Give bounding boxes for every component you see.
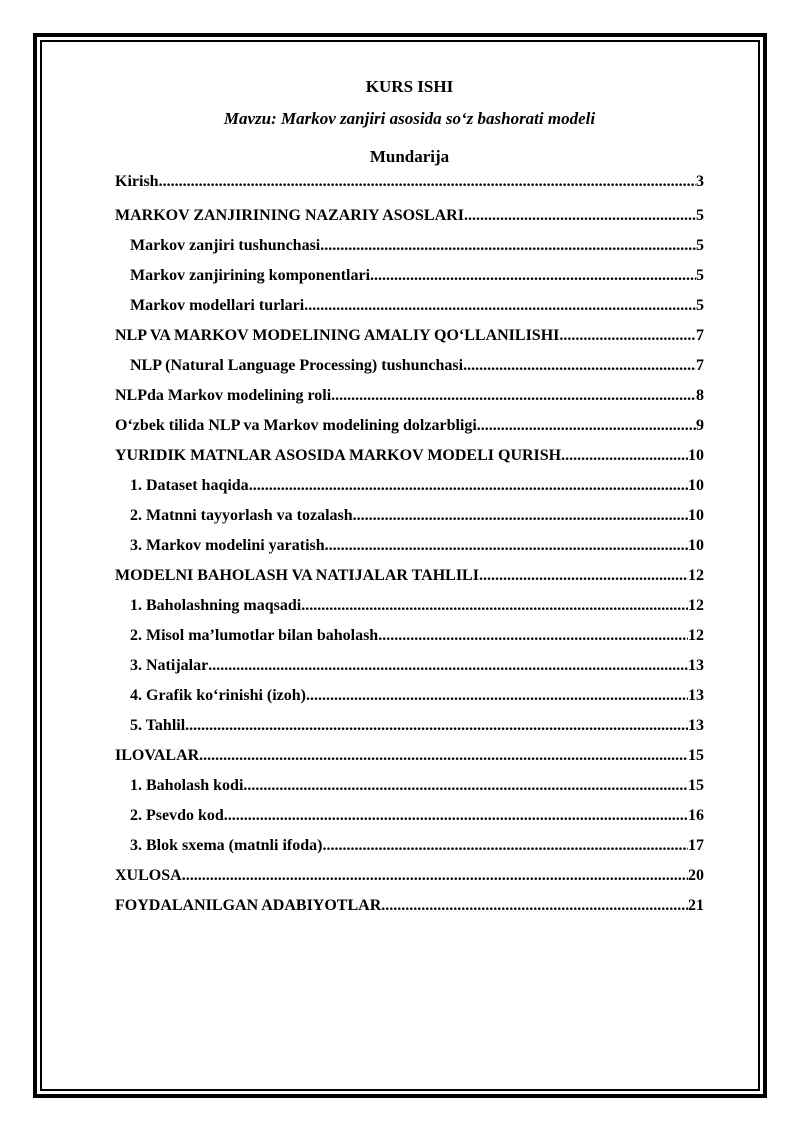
- toc-entry-label: Markov zanjirining komponentlari: [130, 267, 371, 284]
- toc-entry[interactable]: [115, 471, 704, 501]
- toc-entry-page-number: 10: [688, 477, 704, 494]
- toc-entry-label: Kirish: [115, 173, 159, 190]
- toc-entry-page-number: 10: [688, 507, 704, 524]
- toc-entry-page-number: 12: [688, 567, 704, 584]
- toc-dot-leader: [464, 201, 696, 231]
- toc-entry[interactable]: [115, 561, 704, 591]
- toc-entry-label: NLP VA MARKOV MODELINING AMALIY QO‘LLANILISHI: [115, 327, 560, 344]
- document-subject: Mavzu: Markov zanjiri asosida so‘z bashorati modeli: [223, 109, 596, 128]
- toc-entry-label: 3. Blok sxema (matnli ifoda): [130, 837, 323, 854]
- toc-entry[interactable]: [115, 801, 704, 831]
- toc-dot-leader: [559, 321, 696, 351]
- toc-entry[interactable]: [115, 831, 704, 861]
- toc-entry-label: ILOVALAR: [115, 747, 200, 764]
- toc-dot-leader: [479, 561, 688, 591]
- document-title: KURS ISHI: [365, 77, 454, 96]
- toc-dot-leader: [381, 891, 688, 921]
- toc-dot-leader: [182, 861, 688, 891]
- toc-entry-label: NLPda Markov modelining roli: [115, 387, 332, 404]
- toc-entry-label: Markov modellari turlari: [130, 297, 305, 314]
- toc-entry-page-number: 10: [688, 537, 704, 554]
- toc-dot-leader: [301, 591, 688, 621]
- toc-dot-leader: [208, 651, 688, 681]
- toc-entry[interactable]: [115, 621, 704, 651]
- toc-entry[interactable]: [115, 651, 704, 681]
- toc-entry-label: 3. Natijalar: [130, 657, 209, 674]
- toc-entry[interactable]: [115, 171, 704, 193]
- toc-dot-leader: [331, 381, 696, 411]
- toc-entry-page-number: 15: [688, 747, 704, 764]
- toc-entry[interactable]: [115, 591, 704, 621]
- toc-entry-page-number: 13: [688, 687, 704, 704]
- toc-entry[interactable]: [115, 321, 704, 351]
- toc-entry[interactable]: [115, 861, 704, 891]
- toc-dot-leader: [249, 471, 688, 501]
- toc-entry-label: MODELNI BAHOLASH VA NATIJALAR TAHLILI: [115, 567, 479, 584]
- toc-entry-page-number: 5: [696, 207, 704, 224]
- toc-entry[interactable]: [115, 891, 704, 921]
- toc-entry-label: 3. Markov modelini yaratish: [130, 537, 325, 554]
- toc-entry-page-number: 10: [688, 447, 704, 464]
- toc-entry-label: 5. Tahlil: [130, 717, 186, 734]
- toc-entry-label: 1. Baholashning maqsadi: [130, 597, 302, 614]
- toc-entry-page-number: 7: [696, 327, 704, 344]
- toc-entry-label: 2. Matnni tayyorlash va tozalash: [130, 507, 353, 524]
- toc-entry-label: 1. Dataset haqida: [130, 477, 249, 494]
- toc-entry-label: FOYDALANILGAN ADABIYOTLAR: [115, 897, 382, 914]
- toc-entry-page-number: 12: [688, 627, 704, 644]
- toc-dot-leader: [224, 801, 688, 831]
- toc-dot-leader: [322, 831, 688, 861]
- toc-entry-page-number: 17: [688, 837, 704, 854]
- toc-entry-page-number: 3: [696, 173, 704, 190]
- toc-entry-label: MARKOV ZANJIRINING NAZARIY ASOSLARI: [115, 207, 464, 224]
- toc-entry[interactable]: [115, 381, 704, 411]
- toc-dot-leader: [185, 711, 688, 741]
- toc-dot-leader: [353, 501, 688, 531]
- toc-entry-page-number: 7: [696, 357, 704, 374]
- toc-entry-page-number: 5: [696, 237, 704, 254]
- table-of-contents: [115, 171, 704, 921]
- toc-entry[interactable]: [115, 201, 704, 231]
- toc-entry-page-number: 21: [688, 897, 704, 914]
- toc-dot-leader: [370, 261, 696, 291]
- toc-entry[interactable]: [115, 771, 704, 801]
- page-content: [115, 72, 704, 921]
- toc-entry-page-number: 20: [688, 867, 704, 884]
- toc-entry-page-number: 13: [688, 717, 704, 734]
- toc-entry[interactable]: [115, 351, 704, 381]
- toc-dot-leader: [378, 621, 688, 651]
- toc-dot-leader: [320, 231, 696, 261]
- toc-entry-page-number: 16: [688, 807, 704, 824]
- toc-entry-label: 4. Grafik ko‘rinishi (izoh): [130, 687, 307, 704]
- toc-entry[interactable]: [115, 291, 704, 321]
- toc-entry[interactable]: [115, 681, 704, 711]
- toc-dot-leader: [477, 411, 696, 441]
- toc-entry-page-number: 13: [688, 657, 704, 674]
- toc-entry-label: NLP (Natural Language Processing) tushunchasi: [130, 357, 464, 374]
- toc-entry-page-number: 15: [688, 777, 704, 794]
- toc-entry-page-number: 9: [696, 417, 704, 434]
- toc-entry-label: Markov zanjiri tushunchasi: [130, 237, 321, 254]
- toc-entry-label: 1. Baholash kodi: [130, 777, 244, 794]
- toc-dot-leader: [325, 531, 688, 561]
- toc-entry[interactable]: [115, 501, 704, 531]
- toc-entry-page-number: 8: [696, 387, 704, 404]
- toc-entry[interactable]: [115, 441, 704, 471]
- toc-dot-leader: [306, 681, 688, 711]
- toc-dot-leader: [199, 741, 688, 771]
- toc-heading: Mundarija: [369, 147, 450, 166]
- toc-entry-label: XULOSA: [115, 867, 182, 884]
- toc-entry-label: O‘zbek tilida NLP va Markov modelining dolzarbligi: [115, 417, 477, 434]
- toc-entry-label: 2. Misol ma’lumotlar bilan baholash: [130, 627, 379, 644]
- toc-entry[interactable]: [115, 411, 704, 441]
- toc-entry[interactable]: [115, 261, 704, 291]
- toc-entry-page-number: 12: [688, 597, 704, 614]
- toc-entry[interactable]: [115, 231, 704, 261]
- toc-dot-leader: [243, 771, 688, 801]
- toc-entry[interactable]: [115, 741, 704, 771]
- toc-entry[interactable]: [115, 711, 704, 741]
- toc-entry[interactable]: [115, 531, 704, 561]
- toc-dot-leader: [304, 291, 696, 321]
- toc-dot-leader: [463, 351, 696, 381]
- toc-entry-label: YURIDIK MATNLAR ASOSIDA MARKOV MODELI QURISH: [115, 447, 562, 464]
- toc-entry-page-number: 5: [696, 267, 704, 284]
- toc-entry-page-number: 5: [696, 297, 704, 314]
- toc-dot-leader: [561, 441, 688, 471]
- toc-dot-leader: [159, 171, 696, 193]
- toc-entry-label: 2. Psevdo kod: [130, 807, 224, 824]
